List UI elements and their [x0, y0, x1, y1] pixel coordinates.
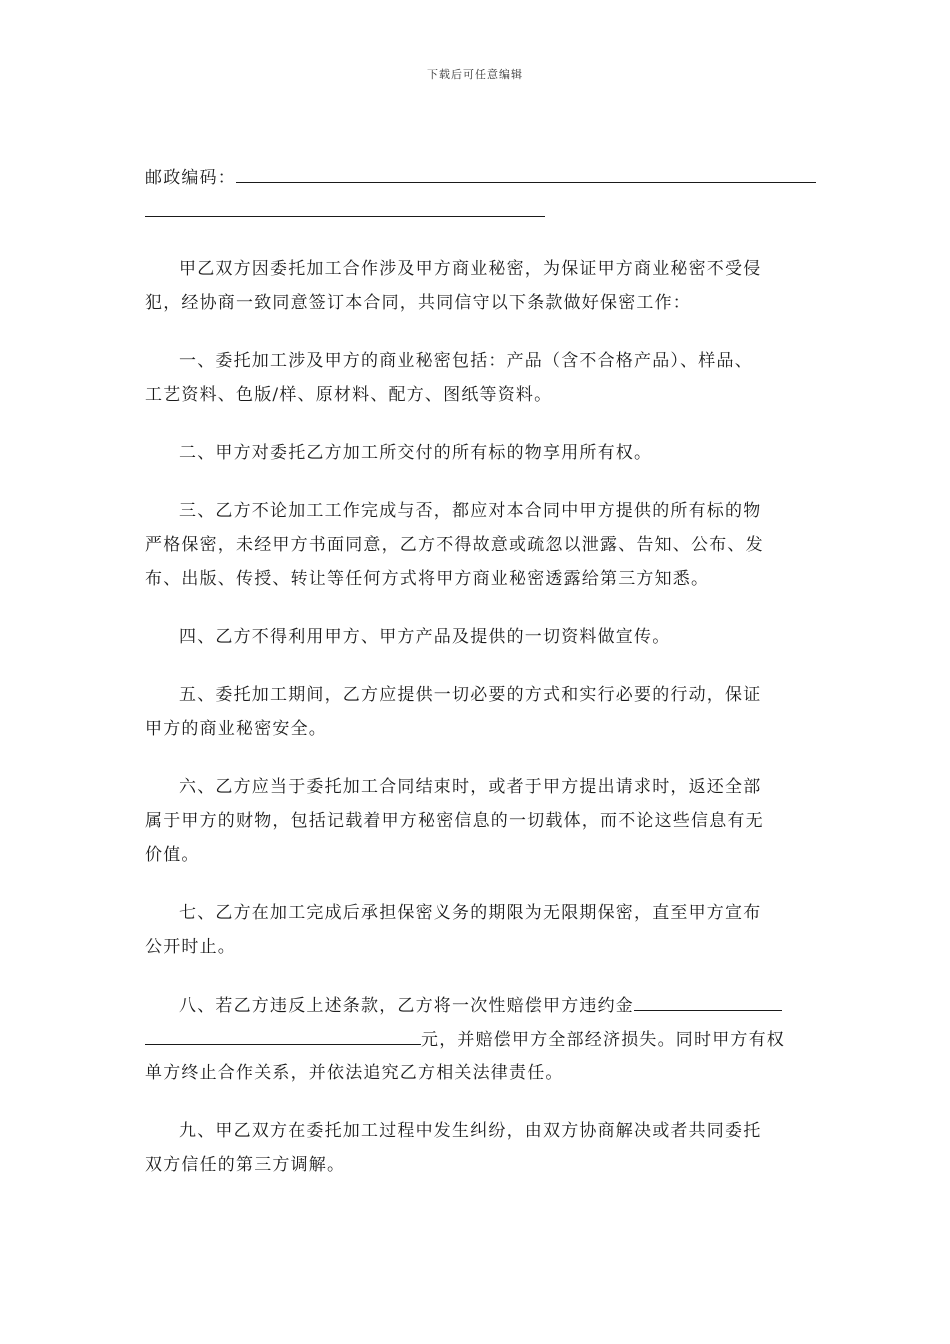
- text-line: 严格保密，未经甲方书面同意，乙方不得故意或疏忽以泄露、告知、公布、发: [145, 535, 764, 555]
- clause-9: [145, 1114, 815, 1182]
- penalty-amount-blank-continued: [145, 1022, 421, 1045]
- text-line: 一、委托加工涉及甲方的商业秘密包括：产品（含不合格产品）、样品、: [179, 351, 753, 371]
- text-line: 单方终止合作关系，并依法追究乙方相关法律责任。: [145, 1063, 564, 1083]
- clause-3: [145, 494, 815, 596]
- clause-7: [145, 896, 815, 964]
- postal-code-row-continued: [145, 194, 815, 228]
- text-line: 三、乙方不论加工工作完成与否，都应对本合同中甲方提供的所有标的物: [179, 501, 762, 521]
- clause-5: [145, 678, 815, 746]
- text-line: 价值。: [145, 845, 200, 865]
- clause-1: [145, 344, 815, 412]
- penalty-amount-blank: [634, 988, 782, 1011]
- clause-8: [145, 988, 815, 1090]
- postal-code-blank: [236, 160, 816, 183]
- text-line: [145, 988, 815, 1022]
- text-line: 二、甲方对委托乙方加工所交付的所有标的物享用所有权。: [179, 443, 653, 463]
- clause-6: [145, 770, 815, 872]
- text-line: 甲乙双方因委托加工合作涉及甲方商业秘密，为保证甲方商业秘密不受侵: [179, 259, 762, 279]
- text-line: 属于甲方的财物，包括记载着甲方秘密信息的一切载体，而不论这些信息有无: [145, 811, 764, 831]
- text-line: 甲方的商业秘密安全。: [145, 719, 327, 739]
- postal-code-row: [145, 160, 815, 194]
- text-line: 工艺资料、色版/样、原材料、配方、图纸等资料。: [145, 385, 553, 405]
- contract-body: [145, 160, 815, 1182]
- text-line: 双方信任的第三方调解。: [145, 1155, 346, 1175]
- text-line: [145, 1022, 815, 1056]
- text-line: 七、乙方在加工完成后承担保密义务的期限为无限期保密，直至甲方宣布: [179, 903, 762, 923]
- text-line: 六、乙方应当于委托加工合同结束时，或者于甲方提出请求时，返还全部: [179, 777, 762, 797]
- paragraph-intro: [145, 252, 815, 320]
- text-line: 布、出版、传授、转让等任何方式将甲方商业秘密透露给第三方知悉。: [145, 569, 710, 589]
- clause-8-text: 八、若乙方违反上述条款，乙方将一次性赔偿甲方违约金: [179, 996, 634, 1016]
- postal-code-blank-continued: [145, 194, 545, 217]
- text-line: 公开时止。: [145, 937, 236, 957]
- postal-code-label: 邮政编码：: [145, 168, 236, 188]
- text-line: 犯，经协商一致同意签订本合同，共同信守以下条款做好保密工作：: [145, 293, 691, 313]
- text-line: 四、乙方不得利用甲方、甲方产品及提供的一切资料做宣传。: [179, 627, 671, 647]
- text-line: 九、甲乙双方在委托加工过程中发生纠纷，由双方协商解决或者共同委托: [179, 1121, 762, 1141]
- clause-2: [145, 436, 815, 470]
- text-line: 五、委托加工期间，乙方应提供一切必要的方式和实行必要的行动，保证: [179, 685, 762, 705]
- clause-8-text-cont: 元，并赔偿甲方全部经济损失。同时甲方有权: [421, 1030, 785, 1050]
- header-note: 下载后可任意编辑: [427, 68, 523, 81]
- clause-4: [145, 620, 815, 654]
